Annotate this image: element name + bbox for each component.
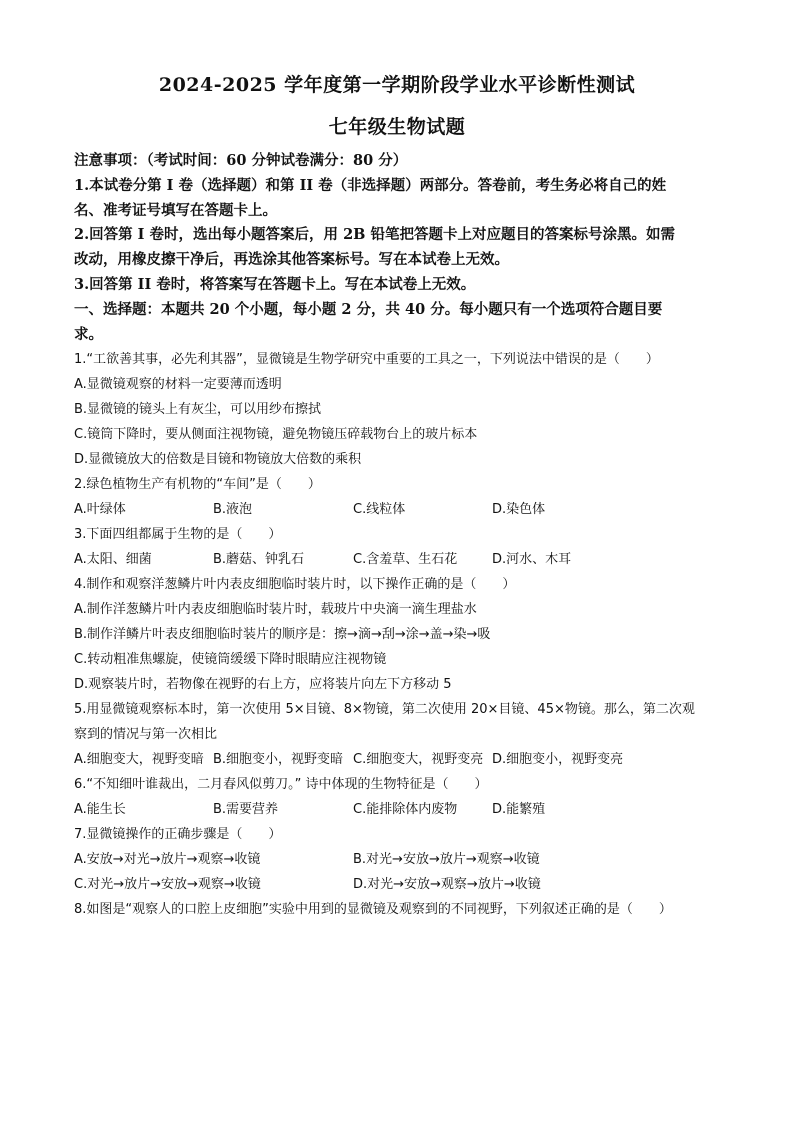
question-7-option-a: A.安放→对光→放片→观察→收镜	[74, 852, 261, 867]
question-7-option-d: D.对光→安放→观察→放片→收镜	[353, 877, 541, 892]
question-4-option-b: B.制作洋鳞片叶表皮细胞临时装片的顺序是：擦→滴→刮→涂→盖→染→吸	[74, 627, 491, 642]
notes-item-1-line-1: 1.本试卷分第 I 卷（选择题）和第 II 卷（非选择题）两部分。答卷前，考生务必将自己的姓	[74, 177, 667, 194]
question-5-stem-line-1: 5.用显微镜观察标本时，第一次使用 5×目镜、8×物镜，第二次使用 20×目镜、45×物镜。那么，第二次观	[74, 702, 695, 717]
exam-subtitle: 七年级生物试题	[328, 116, 466, 138]
question-6-option-d: D.能繁殖	[492, 802, 546, 817]
question-2-stem: 2.绿色植物生产有机物的“车间”是（ ）	[74, 477, 321, 492]
question-4-option-a: A.制作洋葱鳞片叶内表皮细胞临时装片时，载玻片中央滴一滴生理盐水	[74, 602, 477, 617]
question-6-option-c: C.能排除体内废物	[353, 802, 458, 817]
question-5-stem-line-2: 察到的情况与第一次相比	[74, 727, 218, 742]
question-4-stem: 4.制作和观察洋葱鳞片叶内表皮细胞临时装片时，以下操作正确的是（ ）	[74, 577, 516, 592]
question-7-option-c: C.对光→放片→安放→观察→收镜	[74, 877, 261, 892]
question-1-option-d: D.显微镜放大的倍数是目镜和物镜放大倍数的乘积	[74, 452, 362, 467]
question-3-option-a: A.太阳、细菌	[74, 552, 152, 567]
question-1-option-b: B.显微镜的镜头上有灰尘，可以用纱布擦拭	[74, 402, 322, 417]
exam-title: 2024-2025 学年度第一学期阶段学业水平诊断性测试	[158, 74, 636, 96]
question-5-option-c: C.细胞变大，视野变亮	[353, 752, 484, 767]
notes-item-2-line-2: 改动，用橡皮擦干净后，再选涂其他答案标号。写在本试卷上无效。	[74, 251, 509, 268]
question-8-stem: 8.如图是“观察人的口腔上皮细胞”实验中用到的显微镜及观察到的不同视野，下列叙述正确的是（ ）	[74, 902, 672, 917]
question-6-option-a: A.能生长	[74, 802, 126, 817]
notes-heading: 注意事项：（考试时间：60 分钟试卷满分：80 分）	[74, 152, 408, 169]
question-1-stem: 1.“工欲善其事，必先利其器”，显微镜是生物学研究中重要的工具之一，下列说法中错误的是（ ）	[74, 352, 659, 367]
question-3-option-d: D.河水、木耳	[492, 552, 572, 567]
question-4-option-d: D.观察装片时，若物像在视野的右上方，应将装片向左下方移动 5	[74, 677, 452, 692]
question-5-option-b: B.细胞变小，视野变暗	[213, 752, 344, 767]
question-1-option-c: C.镜筒下降时，要从侧面注视物镜，避免物镜压碎载物台上的玻片标本	[74, 427, 478, 442]
question-1-option-a: A.显微镜观察的材料一定要薄而透明	[74, 377, 282, 392]
notes-item-2-line-1: 2.回答第 I 卷时，选出每小题答案后，用 2B 铅笔把答题卡上对应题目的答案标号涂黑。如需	[74, 226, 675, 243]
question-5-option-a: A.细胞变大，视野变暗	[74, 752, 204, 767]
question-2-option-b: B.液泡	[213, 502, 253, 517]
question-6-option-b: B.需要营养	[213, 802, 279, 817]
question-2-option-a: A.叶绿体	[74, 502, 126, 517]
question-4-option-c: C.转动粗准焦螺旋，使镜筒缓缓下降时眼睛应注视物镜	[74, 652, 387, 667]
question-3-option-c: C.含羞草、生石花	[353, 552, 458, 567]
question-2-option-c: C.线粒体	[353, 502, 406, 517]
question-7-stem: 7.显微镜操作的正确步骤是（ ）	[74, 827, 282, 842]
question-5-option-d: D.细胞变小，视野变亮	[492, 752, 624, 767]
notes-item-1-line-2: 名、准考证号填写在答题卡上。	[74, 202, 277, 219]
question-7-option-b: B.对光→安放→放片→观察→收镜	[353, 852, 540, 867]
question-3-option-b: B.蘑菇、钟乳石	[213, 552, 305, 567]
section-heading-line-1: 一、选择题：本题共 20 个小题，每小题 2 分，共 40 分。每小题只有一个选项符合题目要	[74, 301, 663, 318]
notes-item-3: 3.回答第 II 卷时，将答案写在答题卡上。写在本试卷上无效。	[74, 276, 476, 293]
question-6-stem: 6.“不知细叶谁裁出，二月春风似剪刀。” 诗中体现的生物特征是（ ）	[74, 777, 488, 792]
question-3-stem: 3.下面四组都属于生物的是（ ）	[74, 527, 282, 542]
question-2-option-d: D.染色体	[492, 502, 546, 517]
section-heading-line-2: 求。	[74, 326, 103, 343]
